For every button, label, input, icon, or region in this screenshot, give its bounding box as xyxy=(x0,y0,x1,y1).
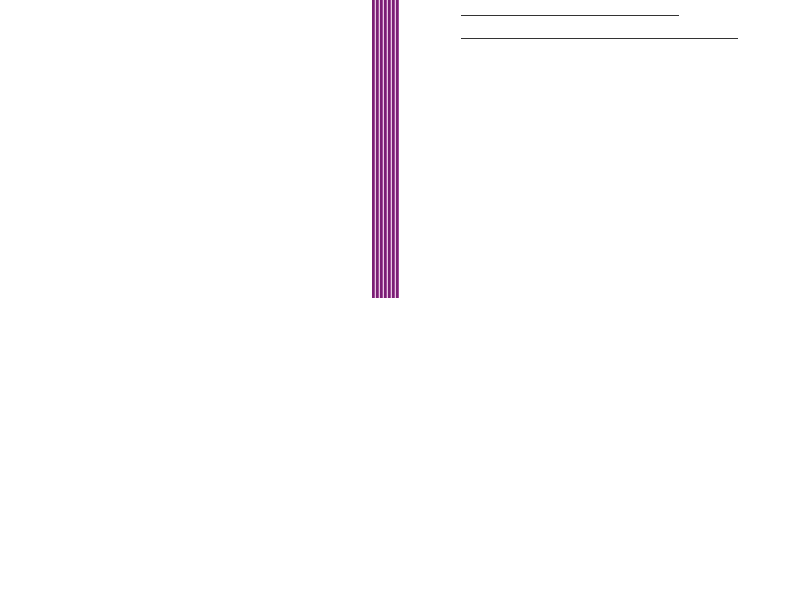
menu-panel xyxy=(0,0,372,296)
menu-served-line xyxy=(461,15,679,16)
contract-body xyxy=(446,376,756,388)
menu-to-be-served xyxy=(446,9,756,20)
decorative-stripe xyxy=(372,0,399,298)
right-contract-column xyxy=(446,0,756,56)
menu-blank-line-row xyxy=(446,32,756,43)
party-heading xyxy=(24,247,30,263)
left-contract-column xyxy=(46,302,352,315)
menu-blank-line xyxy=(461,38,738,39)
